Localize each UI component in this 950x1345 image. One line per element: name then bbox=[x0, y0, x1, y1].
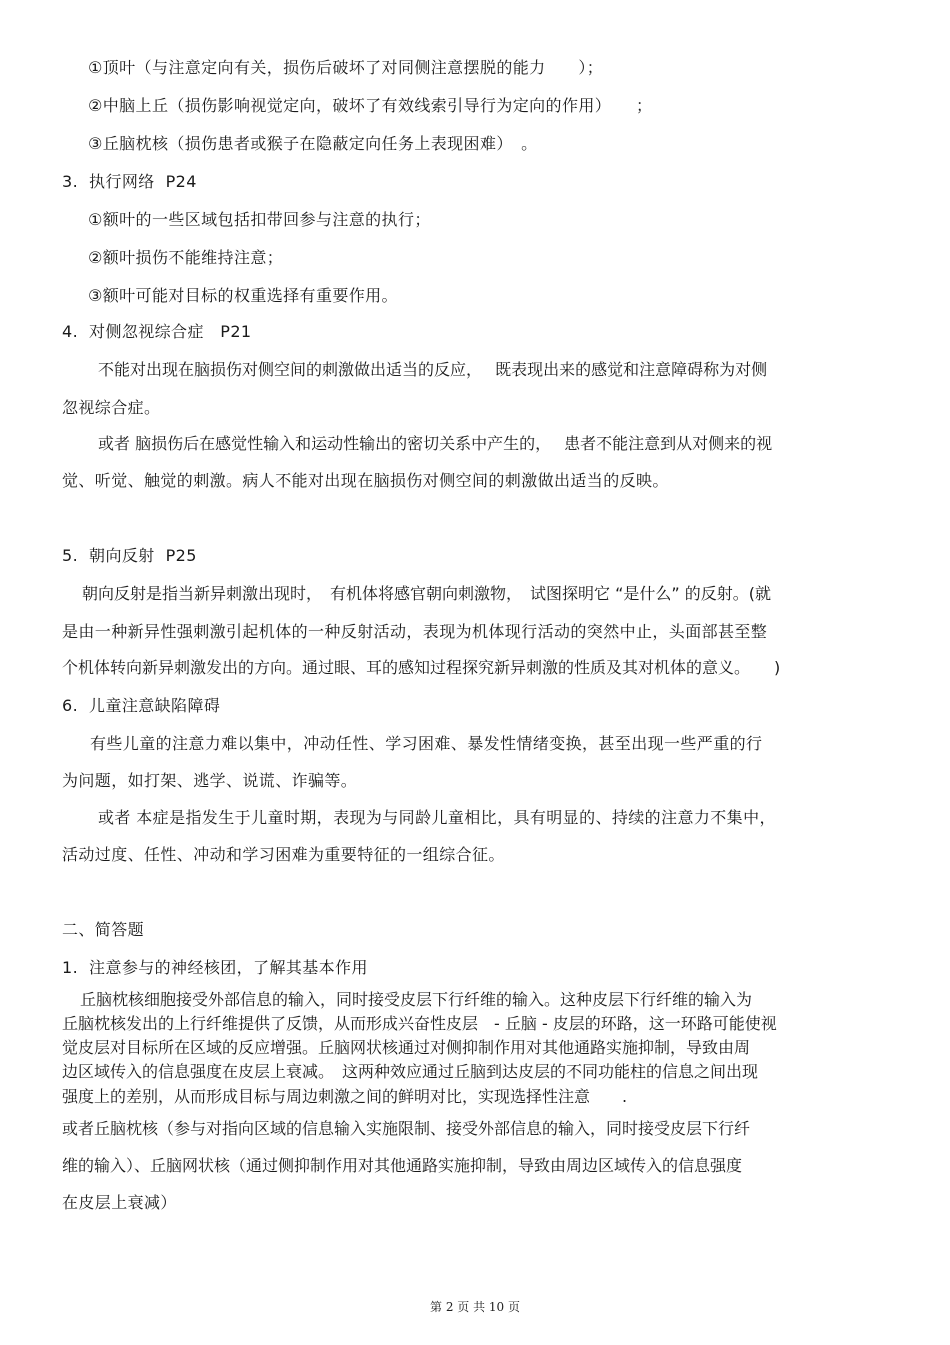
text-line: 个机体转向新异刺激发出的方向。通过眼、耳的感知过程探究新异刺激的性质及其对机体的意义。 ) bbox=[62, 658, 781, 677]
section-heading: 4. 对侧忽视综合症 P21 bbox=[62, 322, 252, 341]
text-line: 或者 本症是指发生于儿童时期，表现为与同龄儿童相比，具有明显的、持续的注意力不集中， bbox=[98, 808, 776, 827]
text-line: 觉、听觉、触觉的刺激。病人不能对出现在脑损伤对侧空间的刺激做出适当的反映。 bbox=[62, 471, 669, 490]
section-heading: 3. 执行网络 P24 bbox=[62, 172, 197, 191]
text-line: 在皮层上衰减） bbox=[62, 1193, 177, 1212]
text-line: 丘脑枕核细胞接受外部信息的输入，同时接受皮层下行纤维的输入。这种皮层下行纤维的输入为 bbox=[80, 990, 753, 1009]
text-line: 忽视综合症。 bbox=[62, 398, 161, 417]
text-line: ②中脑上丘（损伤影响视觉定向，破坏了有效线索引导行为定向的作用） ； bbox=[88, 96, 653, 115]
page-footer: 第 2 页 共 10 页 bbox=[430, 1300, 520, 1314]
text-line: ③丘脑枕核（损伤患者或猴子在隐蔽定向任务上表现困难） 。 bbox=[88, 134, 538, 153]
text-line: 觉皮层对目标所在区域的反应增强。丘脑网状核通过对侧抑制作用对其他通路实施抑制，导致由周 bbox=[62, 1038, 751, 1057]
text-line: 是由一种新异性强刺激引起机体的一种反射活动，表现为机体现行活动的突然中止，头面部甚至整 bbox=[62, 622, 768, 641]
text-line: 维的输入）、丘脑网状核（通过侧抑制作用对其他通路实施抑制，导致由周边区域传入的信息强度 bbox=[62, 1156, 743, 1175]
text-line: 边区域传入的信息强度在皮层上衰减。 这两种效应通过丘脑到达皮层的不同功能柱的信息之间出现 bbox=[62, 1062, 759, 1081]
text-line: 或者 脑损伤后在感觉性输入和运动性输出的密切关系中产生的， 患者不能注意到从对侧来的视 bbox=[98, 434, 773, 453]
text-line: 丘脑枕核发出的上行纤维提供了反馈，从而形成兴奋性皮层 - 丘脑 - 皮层的环路，这一环路可能使视 bbox=[62, 1014, 777, 1033]
text-line: 有些儿童的注意力难以集中，冲动任性、学习困难、暴发性情绪变换，甚至出现一些严重的行 bbox=[90, 734, 763, 753]
text-line: ①额叶的一些区域包括扣带回参与注意的执行； bbox=[88, 210, 431, 229]
section-heading: 1. 注意参与的神经核团，了解其基本作用 bbox=[62, 958, 368, 977]
text-line: ③额叶可能对目标的权重选择有重要作用。 bbox=[88, 286, 398, 305]
text-line: ①顶叶（与注意定向有关，损伤后破坏了对同侧注意摆脱的能力 ）； bbox=[88, 58, 604, 77]
text-line: 不能对出现在脑损伤对侧空间的刺激做出适当的反应， 既表现出来的感觉和注意障碍称为对侧 bbox=[98, 360, 768, 379]
section-heading: 6. 儿童注意缺陷障碍 bbox=[62, 696, 221, 715]
text-line: 或者丘脑枕核（参与对指向区域的信息输入实施限制、接受外部信息的输入，同时接受皮层下行纤 bbox=[62, 1119, 751, 1138]
text-line: ②额叶损伤不能维持注意； bbox=[88, 248, 284, 267]
text-line: 为问题，如打架、逃学、说谎、诈骗等。 bbox=[62, 771, 358, 790]
text-line: 强度上的差别，从而形成目标与周边刺激之间的鲜明对比，实现选择性注意 . bbox=[62, 1087, 628, 1106]
section-heading: 5. 朝向反射 P25 bbox=[62, 546, 197, 565]
text-line: 朝向反射是指当新异刺激出现时， 有机体将感官朝向刺激物， 试图探明它 “是什么” 的反射。(就 bbox=[82, 584, 771, 603]
text-line: 活动过度、任性、冲动和学习困难为重要特征的一组综合征。 bbox=[62, 845, 505, 864]
section-heading: 二、简答题 bbox=[62, 920, 145, 939]
